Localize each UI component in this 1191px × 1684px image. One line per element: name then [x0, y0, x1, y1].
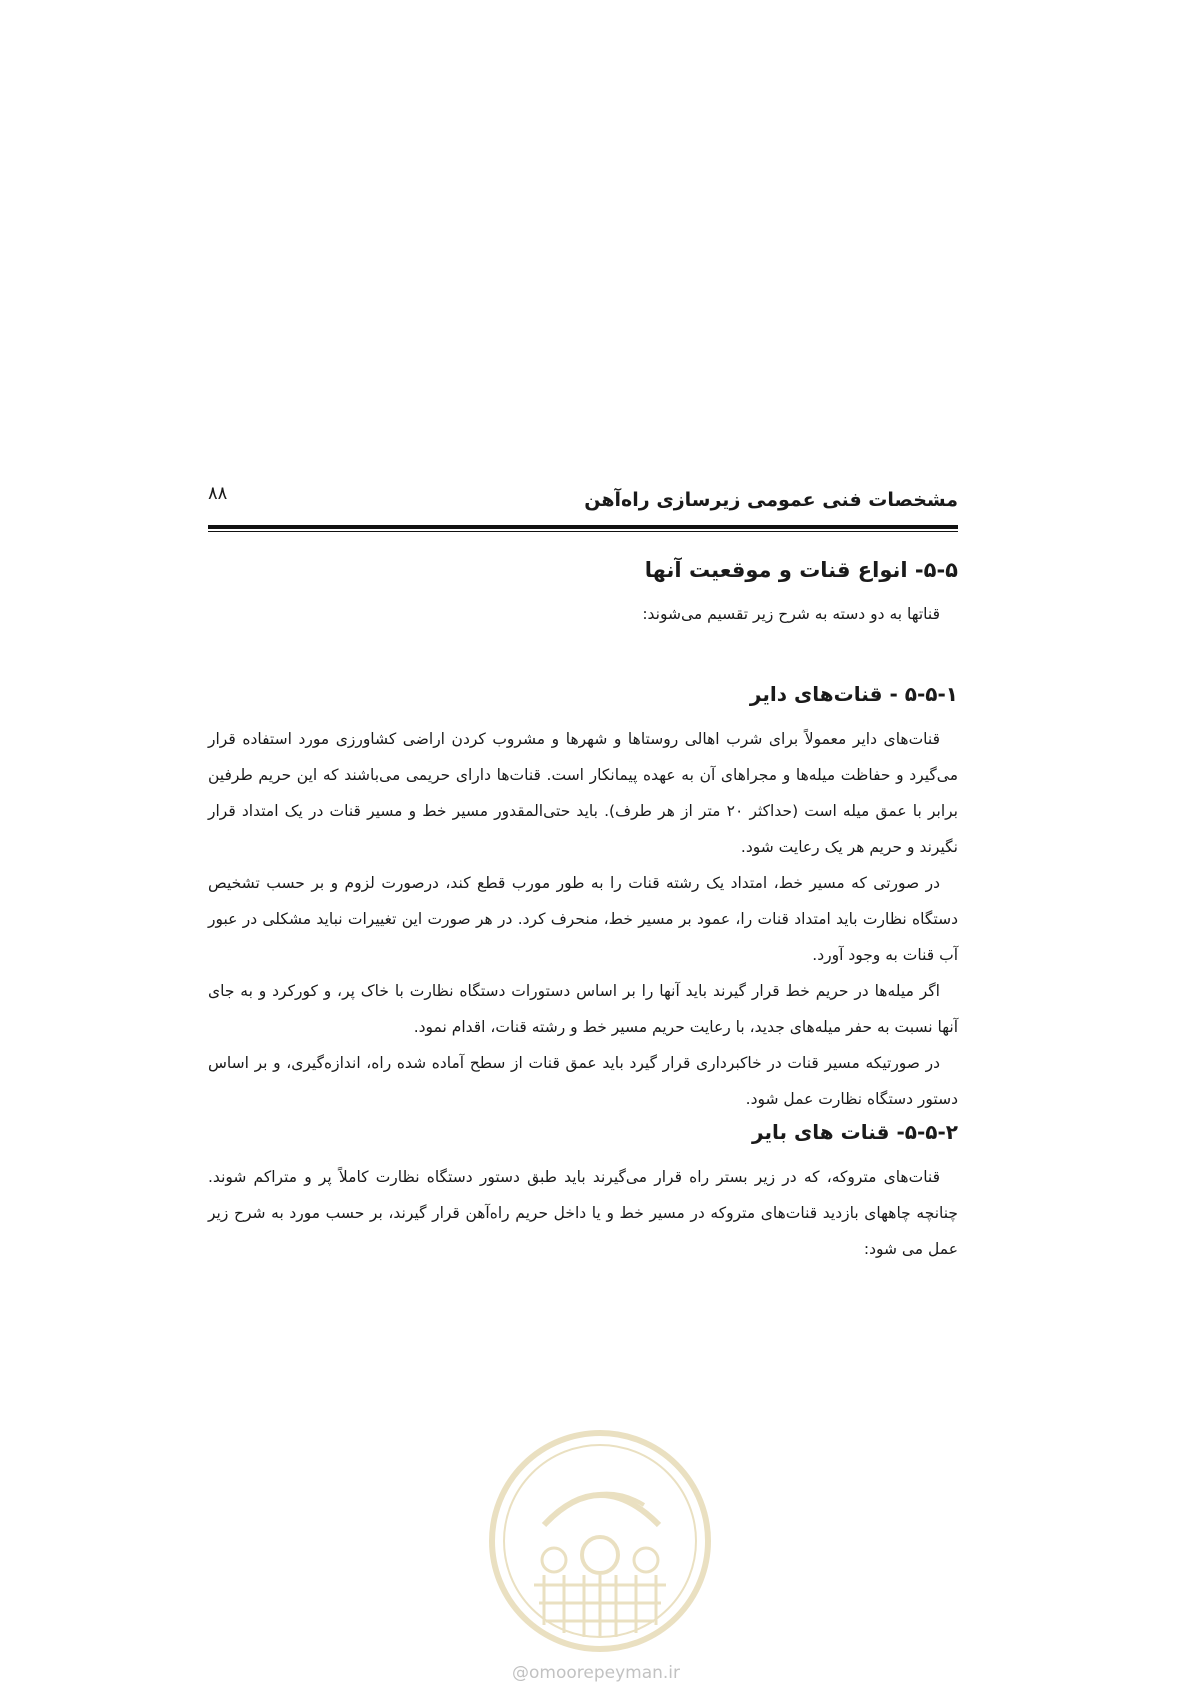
header-rule-thin	[208, 531, 958, 532]
page-number: ۸۸	[208, 483, 228, 504]
subsection-heading-active-qanats: ۵-۵-۱ - قنات‌های دایر	[749, 682, 958, 706]
main-content	[208, 555, 958, 1267]
running-title: مشخصات فنی عمومی زیرسازی راه‌آهن	[584, 489, 958, 511]
watermark-seal	[484, 1425, 716, 1657]
paragraph: اگر میله‌ها در حریم خط قرار گیرند باید آنها را بر اساس دستورات دستگاه نظارت با خاک پر، و کورکرد و به جای آنها نسبت به حفر میله‌های جدید، با رعایت حریم مسیر خط و رشته قنات، اقدام نمود.	[208, 982, 958, 1036]
section-intro: قناتها به دو دسته به شرح زیر تقسیم می‌شوند:	[642, 605, 940, 623]
subsection-heading-abandoned-qanats: ۵-۵-۲- قنات های بایر	[752, 1120, 958, 1144]
paragraph: قنات‌های متروکه، که در زیر بستر راه قرار می‌گیرند باید طبق دستور دستگاه نظارت کاملاً پر و متراکم شوند. چنانچه چاههای بازدید قنات‌های متروکه در مسیر خط و یا داخل حریم راه‌آهن قرار گیرند، بر حسب مورد به شرح زیر عمل می شود:	[208, 1168, 958, 1258]
paragraph: قنات‌های دایر معمولاً برای شرب اهالی روستاها و شهرها و مشروب کردن اراضی کشاورزی مورد استفاده قرار می‌گیرد و حفاظت میله‌ها و مجراهای آن به عهده پیمانکار است. قنات‌ها دارای حریمی می‌باشند که این حریم طرفین برابر با عمق میله است (حداکثر ۲۰ متر از هر طرف). باید حتی‌المقدور مسیر خط و مسیر قنات در یک امتداد قرار نگیرند و حریم هر یک رعایت شود.	[208, 730, 958, 856]
header-rule-thick	[208, 525, 958, 529]
section-heading: ۵-۵- انواع قنات و موقعیت آنها	[644, 558, 958, 582]
page-header	[208, 483, 958, 523]
seal-logo-icon	[484, 1425, 716, 1657]
paragraph: در صورتیکه مسیر قنات در خاکبرداری قرار گیرد باید عمق قنات از سطح آماده شده راه، اندازه‌گیری، و بر اساس دستور دستگاه نظارت عمل شود.	[208, 1054, 958, 1108]
watermark-url: @omoorepeyman.ir	[511, 1663, 681, 1683]
paragraph: در صورتی که مسیر خط، امتداد یک رشته قنات را به طور مورب قطع کند، درصورت لزوم و بر حسب تشخیص دستگاه نظارت باید امتداد قنات را، عمود بر مسیر خط، منحرف کرد. در هر صورت این تغییرات نباید مشکلی در عبور آب قنات به وجود آورد.	[208, 874, 958, 964]
